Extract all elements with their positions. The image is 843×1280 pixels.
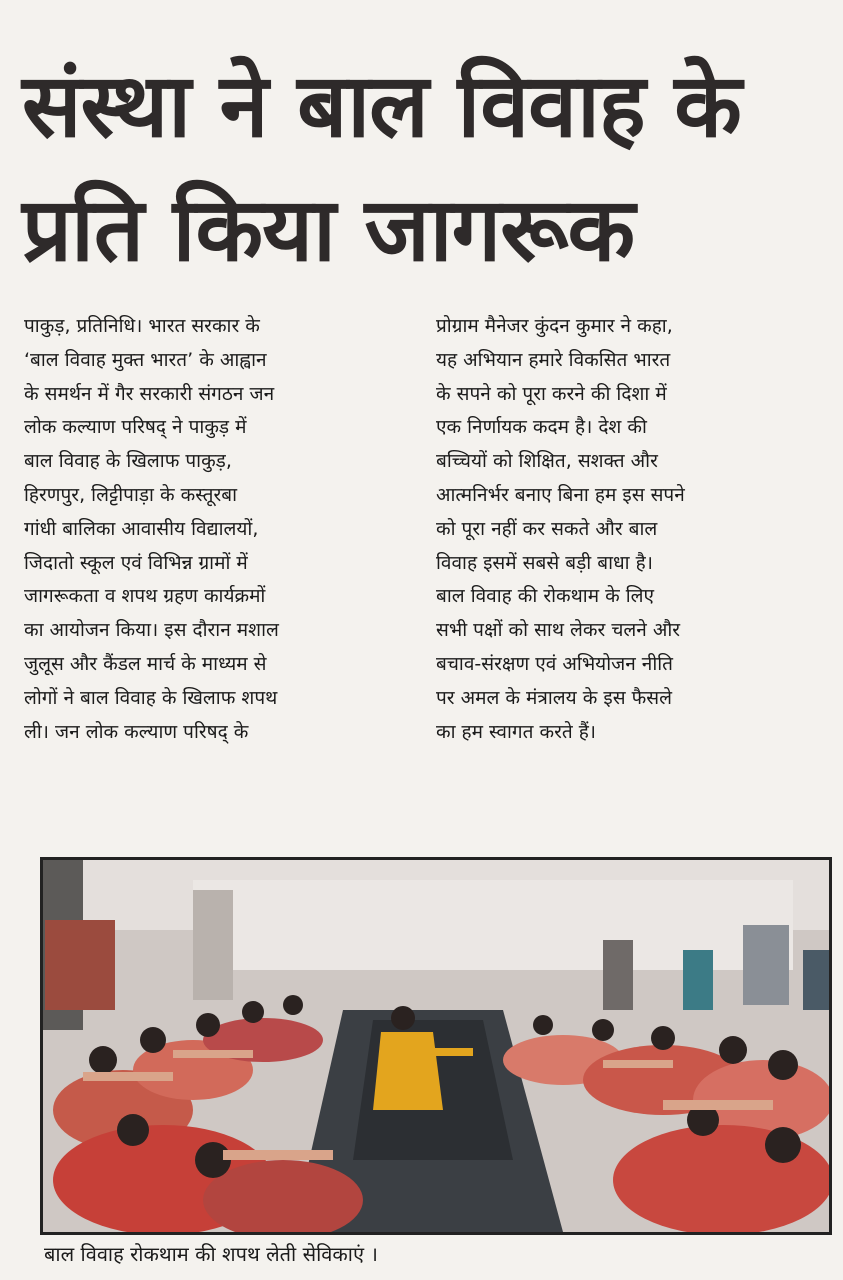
text-line: विवाह इसमें सबसे बड़ी बाधा है। [436,551,653,574]
text-line: लोक कल्याण परिषद् ने पाकुड़ में [24,416,247,439]
text-line: के सपने को पूरा करने की दिशा में [436,382,667,405]
headline-line-2: प्रति किया जागरूक [22,178,635,281]
news-photo [40,857,832,1235]
text-line: का आयोजन किया। इस दौरान मशाल [24,619,279,642]
text-line: का हम स्वागत करते हैं। [436,720,597,743]
text-line: के समर्थन में गैर सरकारी संगठन जन [24,382,275,405]
text-line: जिदातो स्कूल एवं विभिन्न ग्रामों में [24,551,248,574]
text-line: यह अभियान हमारे विकसित भारत [436,348,671,371]
text-line: को पूरा नहीं कर सकते और बाल [436,517,658,540]
photo-illustration [43,860,829,1232]
text-line: ली। जन लोक कल्याण परिषद् के [24,720,249,743]
text-line: बाल विवाह की रोकथाम के लिए [436,585,655,608]
text-line: लोगों ने बाल विवाह के खिलाफ शपथ [24,686,278,709]
headline-line-1: संस्था ने बाल विवाह के [22,54,741,157]
text-line: बचाव-संरक्षण एवं अभियोजन नीति [436,652,674,675]
text-line: आत्मनिर्भर बनाए बिना हम इस सपने [436,483,685,506]
text-line: पर अमल के मंत्रालय के इस फैसले [436,686,672,709]
text-line: पाकुड़, प्रतिनिधि। भारत सरकार के [24,315,260,337]
text-line: बाल विवाह के खिलाफ पाकुड़, [24,450,232,473]
article-body [24,310,824,749]
text-line: गांधी बालिका आवासीय विद्यालयों, [24,517,259,540]
text-line: एक निर्णायक कदम है। देश की [436,416,647,439]
headline [22,44,822,292]
article-column-1 [24,310,412,749]
text-line: हिरणपुर, लिट्टीपाड़ा के कस्तूरबा [24,483,237,506]
text-line: जागरूकता व शपथ ग्रहण कार्यक्रमों [24,585,266,608]
column-1-text [24,310,412,749]
text-line: बच्चियों को शिक्षित, सशक्त और [436,450,658,473]
photo-caption: बाल विवाह रोकथाम की शपथ लेती सेविकाएं । [44,1242,378,1266]
column-2-text [436,310,824,749]
text-line: ‘बाल विवाह मुक्त भारत’ के आह्वान [24,348,267,371]
text-line: प्रोग्राम मैनेजर कुंदन कुमार ने कहा, [436,315,673,337]
text-line: जुलूस और कैंडल मार्च के माध्यम से [24,652,267,675]
text-line: सभी पक्षों को साथ लेकर चलने और [436,619,681,642]
article-column-2 [436,310,824,749]
